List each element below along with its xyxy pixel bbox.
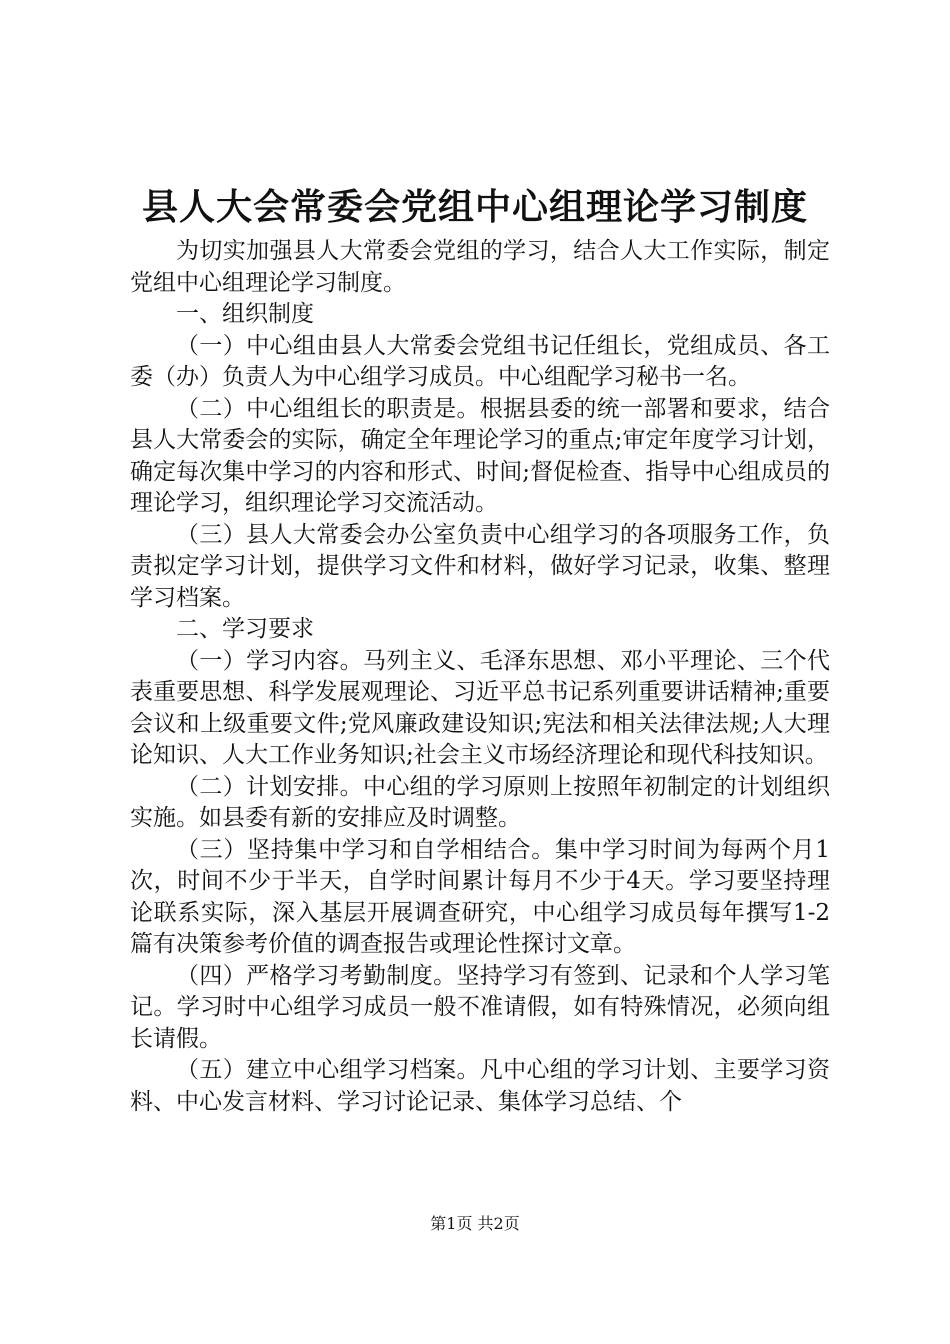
section-heading-organization: 一、组织制度 bbox=[176, 301, 314, 327]
paragraph-requirements-3: （三）坚持集中学习和自学相结合。集中学习时间为每两个月1次，时间不少于半天，自学时间累计每月不少于4天。学习要坚持理论联系实际，深入基层开展调查研究，中心组学习成员每年撰写1-2篇有决策参考价值的调查报告或理论性探讨文章。 bbox=[130, 836, 830, 957]
intro-paragraph: 为切实加强县人大常委会党组的学习，结合人大工作实际，制定党组中心组理论学习制度。 bbox=[130, 238, 830, 296]
paragraph-requirements-2: （二）计划安排。中心组的学习原则上按照年初制定的计划组织实施。如县委有新的安排应及时调整。 bbox=[130, 773, 830, 831]
paragraph-organization-2: （二）中心组组长的职责是。根据县委的统一部署和要求，结合县人大常委会的实际，确定全年理论学习的重点;审定年度学习计划，确定每次集中学习的内容和形式、时间;督促检查、指导中心组成员的理论学习，组织理论学习交流活动。 bbox=[130, 395, 830, 516]
paragraph-organization-3: （三）县人大常委会办公室负责中心组学习的各项服务工作，负责拟定学习计划，提供学习文件和材料，做好学习记录，收集、整理学习档案。 bbox=[130, 521, 830, 611]
paragraph-requirements-4: （四）严格学习考勤制度。坚持学习有签到、记录和个人学习笔记。学习时中心组学习成员一般不准请假，如有特殊情况，必须向组长请假。 bbox=[130, 962, 830, 1052]
section-heading-requirements: 二、学习要求 bbox=[176, 616, 314, 642]
paragraph-requirements-5: （五）建立中心组学习档案。凡中心组的学习计划、主要学习资料、中心发言材料、学习讨论记录、集体学习总结、个 bbox=[130, 1057, 830, 1115]
paragraph-organization-1: （一）中心组由县人大常委会党组书记任组长，党组成员、各工委（办）负责人为中心组学习成员。中心组配学习秘书一名。 bbox=[130, 332, 830, 390]
document-title: 县人大会常委会党组中心组理论学习制度 bbox=[141, 186, 808, 228]
page-number-footer: 第1页 共2页 bbox=[430, 1214, 520, 1233]
document-body bbox=[130, 236, 830, 1118]
paragraph-requirements-1: （一）学习内容。马列主义、毛泽东思想、邓小平理论、三个代表重要思想、科学发展观理论、习近平总书记系列重要讲话精神;重要会议和上级重要文件;党风廉政建设知识;宪法和相关法律法规;人大理论知识、人大工作业务知识;社会主义市场经济理论和现代科技知识。 bbox=[130, 647, 830, 768]
